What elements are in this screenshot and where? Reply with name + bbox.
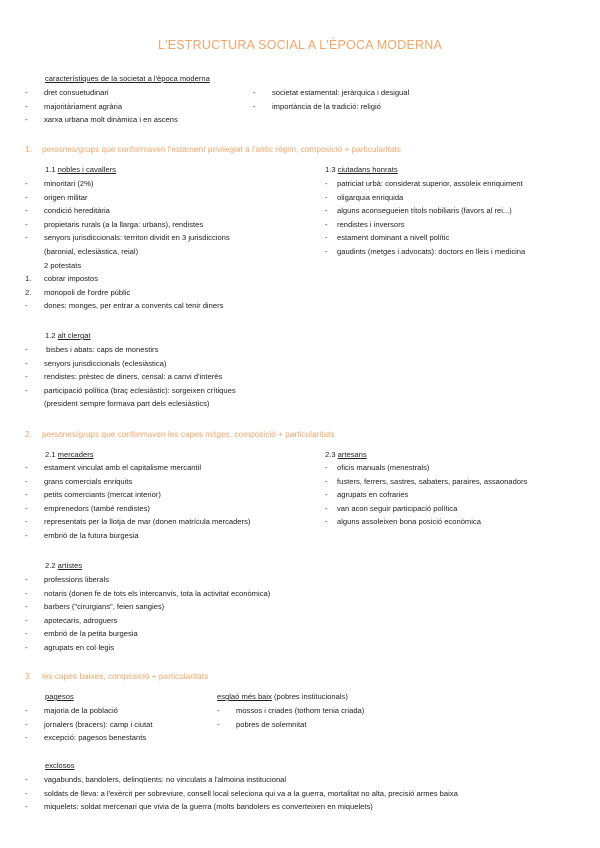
- list-item-continuation: 2 potestats: [44, 260, 82, 270]
- section-2-heading: 2. persones/grups que conformaven les capes mitges, composició + particularitats: [25, 429, 335, 439]
- clergat-heading: 1.2 alt clergat: [45, 331, 91, 340]
- ciutadans-heading: 1.3 ciutadans honrats: [325, 165, 398, 174]
- list-item: - origen militar: [25, 192, 88, 202]
- list-item: - jornalers (bracers): camp i ciutat: [25, 719, 153, 729]
- clergat-list: [25, 343, 236, 411]
- exclosos-list: [25, 773, 458, 814]
- esglao-heading: esglaó més baix (pobres institucionals): [217, 692, 348, 701]
- list-item: - emprenedors (també rendistes): [25, 503, 150, 513]
- list-item: - condició hereditària: [25, 206, 110, 216]
- list-item: - rendistes i inversors: [325, 219, 405, 229]
- list-item: - xarxa urbana molt dinàmica i en ascens: [25, 115, 178, 125]
- list-item: - participació política (braç eclesiàstic): sorgeixen crítiques: [25, 385, 236, 395]
- list-item: - rendistes: prèstec de diners, censal: a canvi d'interès: [25, 372, 223, 382]
- list-item: - pobres de solemnitat: [217, 719, 307, 729]
- intro-left-list: [25, 86, 178, 127]
- artesans-list: [325, 461, 527, 529]
- list-item: - dret consuetudinari: [25, 88, 109, 97]
- list-item: - majoritàriament agrària: [25, 101, 123, 111]
- mercaders-heading: 2.1 mercaders: [45, 450, 94, 459]
- list-item: - representats per la llotja de mar (donen matrícula mercaders): [25, 517, 251, 527]
- nobles-heading: 1.1 nobles i cavallers: [45, 165, 116, 174]
- ciutadans-list: [325, 177, 525, 259]
- esglao-list: [217, 704, 364, 731]
- list-item: - estament vinculat amb el capitalisme mercantil: [25, 463, 202, 472]
- list-item: - barbers ("cirurgians", feien sangies): [25, 602, 165, 612]
- artistes-heading: 2.2 artistes: [45, 561, 83, 570]
- list-item: - vagabunds, bandolers, delinqüents: no vinculats a l'almoina institucional: [25, 775, 287, 784]
- list-item: - oligarquia enriquida: [325, 192, 404, 202]
- list-item: - alguns aconsegueien títols nobiliaris (favors al rei...): [325, 206, 512, 216]
- list-item: - estament dominant a nivell polític: [325, 233, 450, 243]
- list-item: - mossos i criades (tothom tenia criada): [217, 706, 365, 715]
- list-item: - propietaris rurals (a la llarga: urbans), rendistes: [25, 219, 204, 229]
- list-item: - bisbes i abats: caps de monestirs: [25, 345, 159, 354]
- list-item: - minoritari (2%): [25, 179, 94, 188]
- nobles-list: [25, 177, 230, 313]
- list-item: - oficis manuals (menestrals): [325, 463, 430, 472]
- list-item: - fusters, ferrers, sastres, sabaters, paraires, assaonadors: [325, 476, 528, 486]
- list-item-continuation: (baronial, eclesiàstica, reial): [44, 246, 139, 256]
- list-item: - senyors jurisdiccionals: territori dividit en 3 jurisdiccions: [25, 233, 230, 243]
- list-item: - senyors jurisdiccionals (eclesiàstica): [25, 358, 167, 368]
- mercaders-list: [25, 461, 250, 543]
- list-item-continuation: (president sempre formava part dels eclesiàstics): [44, 399, 210, 409]
- artesans-heading: 2.3 artesans: [325, 450, 367, 459]
- list-item: - patriciat urbà: considerat superior, assoleix enriquiment: [325, 179, 523, 188]
- intro-right-list: [253, 86, 409, 113]
- list-item: - apotecaris, adroguers: [25, 615, 118, 625]
- list-item: - dones: monges, per entrar a convents cal tenir diners: [25, 301, 224, 311]
- list-item: - soldats de lleva: a l'exèrcit per sobreviure, consell local seleciona qui va a la guerra, mortalitat no alta, precisió armes baixa: [25, 788, 458, 798]
- list-item: - embrió de la petita burgesia: [25, 629, 138, 639]
- list-item: - petits comerciants (mercat interior): [25, 490, 161, 500]
- list-item: - importància de la tradició: religió: [253, 101, 381, 111]
- list-item: - miquelets: soldat mercenari que vivia de la guerra (molts bandolers es converteixen en miquelets): [25, 802, 373, 812]
- numbered-item: 1. cobrar impostos: [25, 274, 99, 284]
- list-item: - van acon seguir participació política: [325, 503, 458, 513]
- list-item: - notaris (donen fe de tots els intercanvis, tota la activitat econòmica): [25, 588, 271, 598]
- numbered-item: 2. monopoli de l'ordre públic: [25, 287, 131, 297]
- exclosos-heading: exclosos: [45, 761, 75, 770]
- section-1-heading: 1. persones/grups que conformaven l'estament privilegiat a l'antic règim, composició + particularitats: [25, 144, 401, 154]
- list-item: - agrupats en cofraries: [325, 490, 409, 500]
- pagesos-list: [25, 704, 152, 745]
- list-item: - majoria de la població: [25, 706, 118, 715]
- list-item: - excepció: pagesos benestants: [25, 733, 147, 743]
- list-item: - alguns assoleixen bona posició econòmica: [325, 517, 481, 527]
- list-item: - agrupats en col·legis: [25, 642, 115, 652]
- list-item: - grans comercials enriquits: [25, 476, 133, 486]
- list-item: - professions liberals: [25, 575, 109, 584]
- list-item: - societat estamental: jeràrquica i desigual: [253, 88, 410, 97]
- section-3-heading: 3. les capes baixes, composició + particularitats: [25, 671, 209, 681]
- intro-heading: característiques de la societat a l'època moderna: [45, 74, 210, 83]
- list-item: - gaudints (metges i advocats): doctors en lleis i medicina: [325, 246, 526, 256]
- artistes-list: [25, 573, 270, 655]
- list-item: - embrió de la futura burgesia: [25, 530, 139, 540]
- pagesos-heading: pagesos: [45, 692, 74, 701]
- page-title: L'ESTRUCTURA SOCIAL A L'ÈPOCA MODERNA: [157, 38, 442, 52]
